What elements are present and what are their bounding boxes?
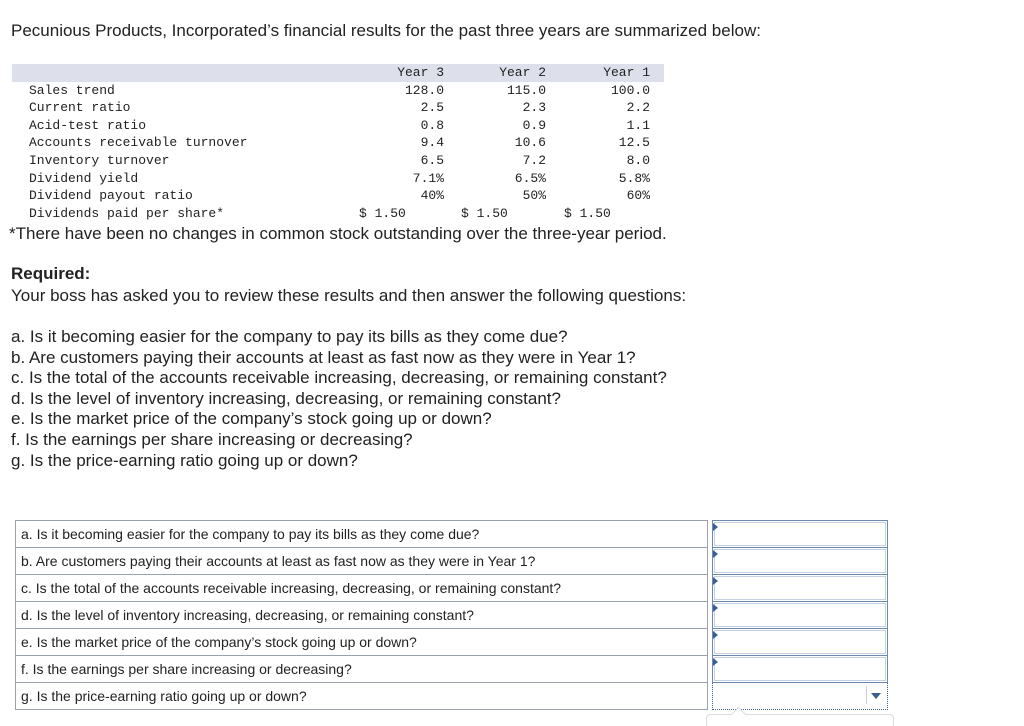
table-row bbox=[12, 117, 664, 135]
cell-year-1: 12.5 bbox=[618, 135, 650, 151]
table-row bbox=[12, 82, 664, 100]
table-row bbox=[12, 187, 664, 205]
required-text: Your boss has asked you to review these results and then answer the following questions: bbox=[11, 286, 687, 305]
answer-table bbox=[15, 520, 888, 710]
cell-year-1: 2.2 bbox=[626, 100, 650, 116]
table-row bbox=[12, 205, 664, 223]
answer-input[interactable] bbox=[714, 684, 886, 708]
cell-year-1: 1.1 bbox=[626, 117, 650, 133]
cell-year-1: 60% bbox=[626, 188, 650, 204]
table-row bbox=[12, 134, 664, 152]
intro-text: Pecunious Products, Incorporated’s financial results for the past three years are summarized below: bbox=[11, 21, 761, 40]
question-item: a. Is it becoming easier for the company to pay its bills as they come due? bbox=[11, 327, 568, 346]
answer-field[interactable] bbox=[713, 656, 888, 683]
cell-year-3: 40% bbox=[420, 188, 444, 204]
answer-question: a. Is it becoming easier for the company to pay its bills as they come due? bbox=[16, 521, 708, 548]
cell-year-2: 2.3 bbox=[522, 100, 546, 116]
header-blank bbox=[12, 64, 354, 82]
answer-marker-icon bbox=[713, 604, 718, 612]
answer-field[interactable] bbox=[713, 575, 888, 602]
answer-row bbox=[16, 629, 888, 656]
answer-row bbox=[16, 548, 888, 575]
question-item: b. Are customers paying their accounts at least as fast now as they were in Year 1? bbox=[11, 347, 636, 367]
cell-year-2: 6.5% bbox=[514, 170, 546, 186]
answer-marker-icon bbox=[713, 550, 718, 558]
answer-input[interactable] bbox=[714, 549, 886, 573]
cell-year-2: 115.0 bbox=[506, 82, 546, 98]
answer-input[interactable] bbox=[714, 576, 886, 600]
cell-year-2: 7.2 bbox=[522, 152, 546, 168]
answer-field[interactable] bbox=[713, 629, 888, 656]
answer-input[interactable] bbox=[714, 603, 886, 627]
question-item: c. Is the total of the accounts receivable increasing, decreasing, or remaining constant? bbox=[11, 368, 667, 388]
cell-year-3: 2.5 bbox=[420, 100, 444, 116]
row-label: Dividend payout ratio bbox=[29, 188, 193, 204]
question-item: g. Is the price-earning ratio going up or down? bbox=[11, 450, 358, 470]
cell-year-3: 9.4 bbox=[420, 135, 444, 151]
cell-year-1: $ 1.50 bbox=[564, 205, 611, 221]
answer-question: g. Is the price-earning ratio going up or down? bbox=[16, 683, 708, 710]
answer-field[interactable] bbox=[713, 521, 888, 548]
answer-marker-icon bbox=[713, 523, 718, 531]
answer-row bbox=[16, 575, 888, 602]
answer-row bbox=[16, 521, 888, 548]
answer-question: d. Is the level of inventory increasing, decreasing, or remaining constant? bbox=[16, 602, 708, 629]
dropdown-menu-top bbox=[706, 714, 894, 726]
question-list bbox=[11, 327, 667, 471]
answer-marker-icon bbox=[713, 658, 718, 666]
answer-row bbox=[16, 656, 888, 683]
row-label: Accounts receivable turnover bbox=[29, 135, 248, 151]
cell-year-1: 5.8% bbox=[618, 170, 650, 186]
answer-input[interactable] bbox=[714, 630, 886, 654]
table-row bbox=[12, 152, 664, 170]
cell-year-1: 8.0 bbox=[626, 152, 650, 168]
required-heading: Required: bbox=[11, 264, 91, 283]
answer-field[interactable] bbox=[713, 602, 888, 629]
table-row bbox=[12, 170, 664, 188]
answer-field[interactable] bbox=[713, 548, 888, 575]
row-label: Acid-test ratio bbox=[29, 117, 147, 133]
row-label: Current ratio bbox=[29, 100, 131, 116]
cell-year-3: 128.0 bbox=[404, 82, 444, 98]
cell-year-3: 6.5 bbox=[420, 152, 444, 168]
header-year-1: Year 1 bbox=[603, 65, 650, 80]
row-label: Sales trend bbox=[29, 82, 115, 98]
row-label: Inventory turnover bbox=[29, 152, 170, 168]
answer-question: e. Is the market price of the company’s stock going up or down? bbox=[16, 629, 708, 656]
financial-results-table bbox=[12, 64, 664, 222]
answer-row bbox=[16, 602, 888, 629]
answer-input[interactable] bbox=[714, 657, 886, 681]
row-label: Dividend yield bbox=[29, 170, 139, 186]
answer-dropdown[interactable] bbox=[713, 683, 888, 710]
answer-question: c. Is the total of the accounts receivable increasing, decreasing, or remaining constant? bbox=[16, 575, 708, 602]
cell-year-3: $ 1.50 bbox=[359, 205, 406, 221]
question-item: f. Is the earnings per share increasing or decreasing? bbox=[11, 429, 413, 449]
table-header-row bbox=[12, 64, 664, 82]
table-row bbox=[12, 99, 664, 117]
chevron-down-icon[interactable] bbox=[866, 686, 885, 704]
answer-marker-icon bbox=[713, 631, 718, 639]
cell-year-2: 10.6 bbox=[514, 135, 546, 151]
footnote: *There have been no changes in common stock outstanding over the three-year period. bbox=[9, 224, 667, 243]
answer-question: b. Are customers paying their accounts at least as fast now as they were in Year 1? bbox=[16, 548, 708, 575]
cell-year-2: 0.9 bbox=[522, 117, 546, 133]
header-year-3: Year 3 bbox=[397, 65, 444, 80]
row-label: Dividends paid per share* bbox=[29, 205, 225, 221]
cell-year-3: 7.1% bbox=[412, 170, 444, 186]
cell-year-3: 0.8 bbox=[420, 117, 444, 133]
answer-row bbox=[16, 683, 888, 710]
header-year-2: Year 2 bbox=[499, 65, 546, 80]
answer-marker-icon bbox=[713, 577, 718, 585]
cell-year-2: 50% bbox=[522, 188, 546, 204]
cell-year-2: $ 1.50 bbox=[461, 205, 508, 221]
cell-year-1: 100.0 bbox=[610, 82, 650, 98]
answer-input[interactable] bbox=[714, 522, 886, 546]
question-item: d. Is the level of inventory increasing, decreasing, or remaining constant? bbox=[11, 388, 561, 408]
question-item: e. Is the market price of the company’s stock going up or down? bbox=[11, 409, 492, 429]
answer-question: f. Is the earnings per share increasing or decreasing? bbox=[16, 656, 708, 683]
